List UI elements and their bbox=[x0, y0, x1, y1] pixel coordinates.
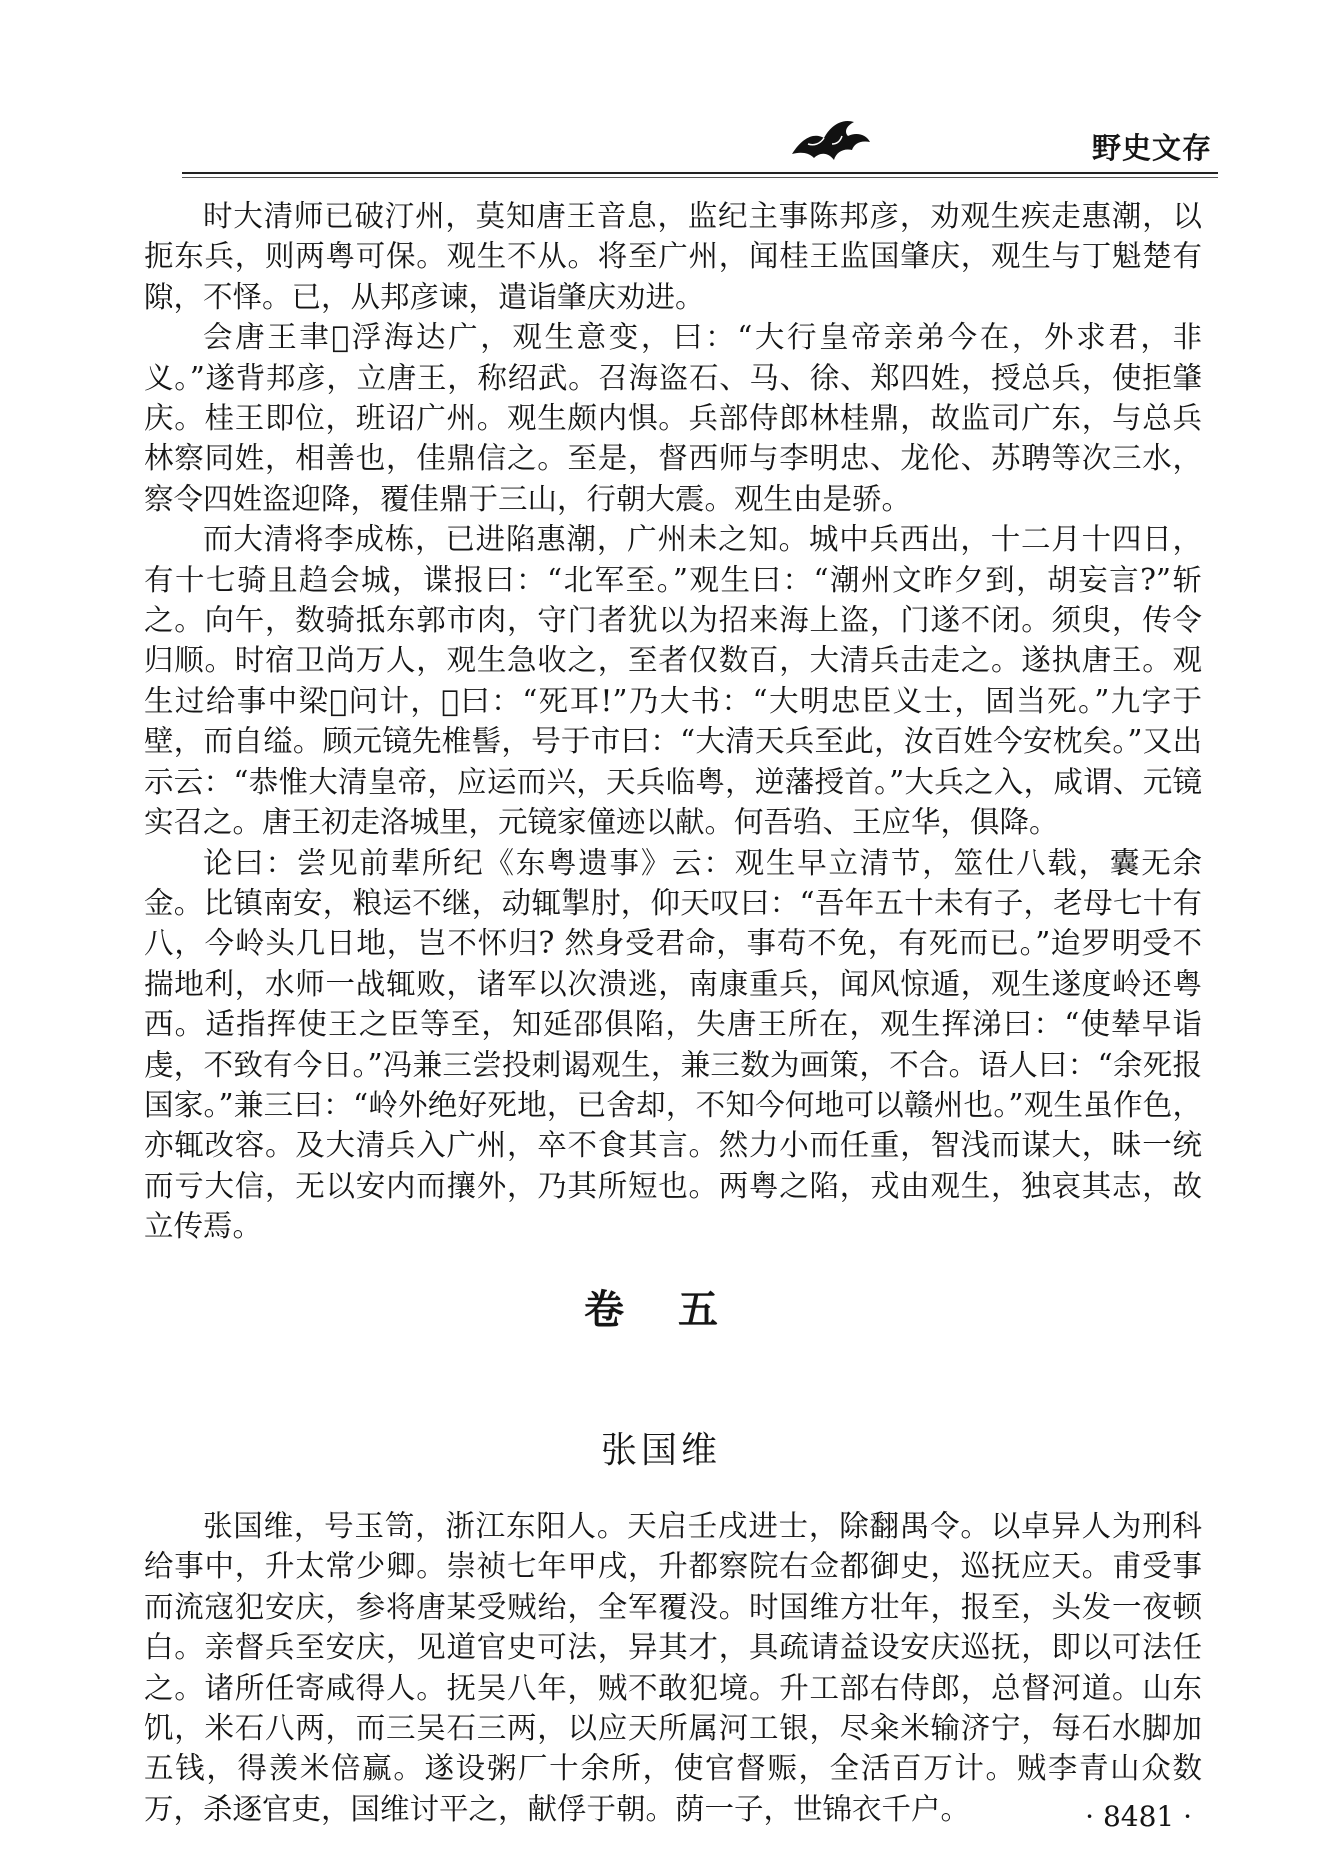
header-rule-thin bbox=[182, 177, 1218, 178]
text-body-top bbox=[144, 196, 1202, 1247]
volume-heading: 卷 五 bbox=[584, 1286, 738, 1333]
running-header bbox=[0, 108, 1322, 180]
paragraph: 会唐王聿𨮁浮海达广，观生意变，曰：“大行皇帝亲弟今在，外求君，非义。”遂背邦彦，立唐王，称绍武。召海盗石、马、徐、郑四姓，授总兵，使拒肇庆。桂王即位，班诏广州。观生颇内惧。兵部侍郎林桂鼎，故监司广东，与总兵林察同姓，相善也，佳鼎信之。至是，督西师与李明忠、龙伦、苏聘等次三水，察令四姓盗迎降，覆佳鼎于三山，行朝大震。观生由是骄。 bbox=[144, 320, 1202, 516]
series-title: 野史文存 bbox=[1091, 131, 1212, 165]
text-body-bottom bbox=[144, 1506, 1202, 1829]
section-heading: 张国维 bbox=[600, 1430, 721, 1471]
dragon-emblem-icon bbox=[784, 108, 876, 168]
header-rule bbox=[182, 172, 1218, 174]
paragraph: 而大清将李成栋，已进陷惠潮，广州未之知。城中兵西出，十二月十四日，有十七骑且趋会城，谍报曰：“北军至。”观生曰：“潮州文昨夕到，胡妄言?”斩之。向午，数骑抵东郭市肉，守门者犹以为招来海上盗，门遂不闭。须臾，传令归顺。时宿卫尚万人，观生急收之，至者仅数百，大清兵击走之。遂执唐王。观生过给事中梁𬐀问计，𬐀曰：“死耳!”乃大书：“大明忠臣义士，固当死。”九字于壁，而自缢。顾元镜先椎髻，号于市曰：“大清天兵至此，汝百姓今安枕矣。”又出示云：“恭惟大清皇帝，应运而兴，天兵临粤，逆藩授首。”大兵之入，咸谓、元镜实召之。唐王初走洛城里，元镜家僮迹以献。何吾驺、王应华，俱降。 bbox=[144, 522, 1202, 840]
paragraph: 时大清师已破汀州，莫知唐王音息，监纪主事陈邦彦，劝观生疾走惠潮，以扼东兵，则两粤可保。观生不从。将至广州，闻桂王监国肇庆，观生与丁魁楚有隙，不怿。已，从邦彦谏，遣诣肇庆劝进。 bbox=[144, 199, 1202, 314]
paragraph: 张国维，号玉笥，浙江东阳人。天启壬戌进士，除翻禺令。以卓异人为刑科给事中，升太常少卿。崇祯七年甲戌，升都察院右佥都御史，巡抚应天。甫受事而流寇犯安庆，参将唐某受贼绐，全军覆没。时国维方壮年，报至，头发一夜顿白。亲督兵至安庆，见道官史可法，异其才，具疏请益设安庆巡抚，即以可法任之。诸所任寄咸得人。抚吴八年，贼不敢犯境。升工部右侍郎，总督河道。山东饥，米石八两，而三吴石三两，以应天所属河工银，尽籴米输济宁，每石水脚加五钱，得羡米倍赢。遂设粥厂十余所，使官督赈，全活百万计。贼李青山众数万，杀逐官吏，国维讨平之，献俘于朝。荫一子，世锦衣千户。 bbox=[144, 1509, 1202, 1826]
paragraph: 论曰：尝见前辈所纪《东粤遗事》云：观生早立清节，筮仕八载，囊无余金。比镇南安，粮运不继，动辄掣肘，仰天叹曰：“吾年五十未有子，老母七十有八，今岭头几日地，岂不怀归? 然身受君命，事苟不免，有死而已。”迨罗明受不揣地利，水师一战辄败，诸军以次溃逃，南康重兵，闻风惊遁，观生遂度岭还粤西。适指挥使王之臣等至，知延邵俱陷，失唐王所在，观生挥涕曰：“使辇早诣虔，不致有今日。”冯兼三尝投刺谒观生，兼三数为画策，不合。语人曰：“余死报国家。”兼三曰：“岭外绝好死地，已舍却，不知今何地可以赣州也。”观生虽作色，亦辄改容。及大清兵入广州，卒不食其言。然力小而任重，智浅而谋大，昧一统而亏大信，无以安内而攘外，乃其所短也。两粤之陷，戎由观生，独哀其志，故立传焉。 bbox=[144, 845, 1202, 1244]
page-number: · 8481 · bbox=[1085, 1800, 1192, 1833]
